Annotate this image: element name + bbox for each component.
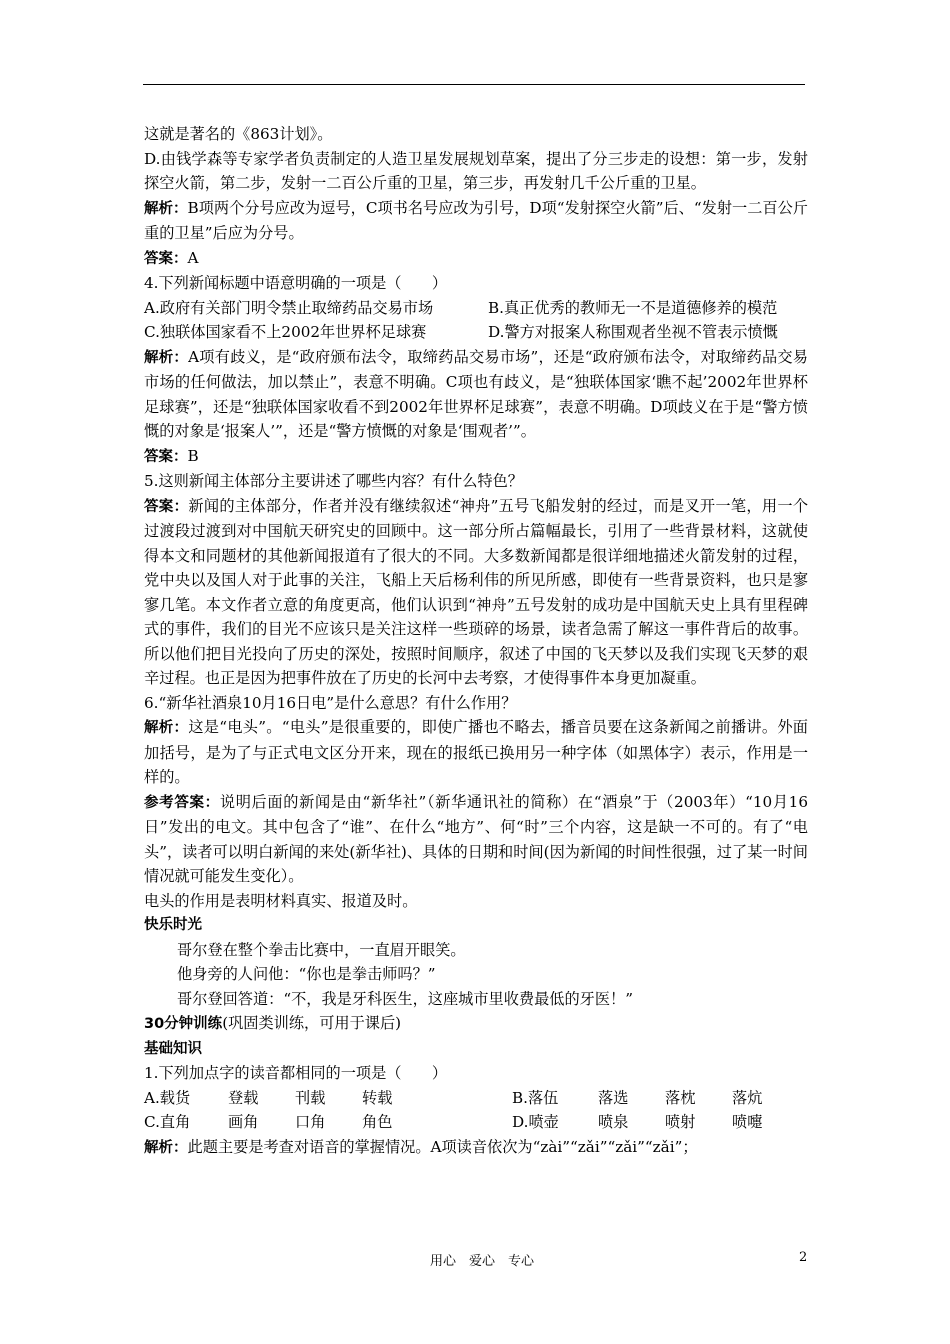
option-c: C.独联体国家看不上2002年世界杯足球赛 [144, 323, 427, 341]
option-word: 转载 [362, 1088, 393, 1107]
option-b: B.真正优秀的教师无一不是道德修养的模范 [488, 298, 778, 317]
joke-line: 他身旁的人问他：“你也是拳击师吗？” [177, 965, 436, 983]
analysis-label: 解析： [144, 200, 188, 217]
answer-label: 答案： [144, 498, 189, 515]
document-body [144, 122, 808, 1160]
option-word: D.喷壶 [512, 1113, 559, 1131]
analysis-label: 解析： [144, 720, 189, 736]
option-word: 落枕 [665, 1088, 696, 1107]
analysis-text: 此题主要是考查对语音的掌握情况。A项读音依次为“zài”“zǎi”“zǎi”“zǎi”； [187, 1137, 698, 1156]
analysis-paragraph [144, 715, 808, 790]
answer-text: B [187, 446, 199, 465]
analysis-paragraph [144, 345, 808, 444]
analysis-text: 这是“电头”。“电头”是很重要的，即使广播也不略去，播音员要在这条新闻之前播讲。外面加括号，是为了与正式电文区分开来，现在的报纸已换用另一种字体（如黑体字）表示，作用是一样的。 [144, 718, 808, 786]
question-1-options-row [144, 1086, 808, 1111]
training-label: 30分钟训练 [144, 1016, 223, 1032]
option-word: 喷泉 [598, 1113, 629, 1131]
option-word: 落选 [598, 1088, 629, 1107]
page-number: 2 [799, 1250, 808, 1265]
option-word: C.直角 [144, 1113, 191, 1131]
option-word: 登载 [228, 1088, 259, 1107]
question-4-options-ab [144, 296, 808, 321]
option-word: 刊载 [295, 1088, 326, 1107]
reference-answer-paragraph [144, 790, 808, 889]
training-note: (巩固类训练，可用于课后) [222, 1014, 402, 1032]
analysis-paragraph [144, 196, 808, 246]
analysis-text: B项两个分号应改为逗号，C项书名号应改为引号，D项“发射探空火箭”后、“发射一二百公斤重的卫星”后应为分号。 [144, 198, 808, 242]
option-word: 喷嚏 [732, 1113, 763, 1131]
option-word: 角色 [362, 1113, 393, 1131]
section-heading: 基础知识 [144, 1040, 202, 1057]
answer-label: 答案： [144, 250, 188, 267]
option-word: A.载货 [144, 1088, 191, 1107]
option-word: 喷射 [665, 1113, 696, 1131]
text-line: 电头的作用是表明材料真实、报道及时。 [144, 891, 418, 910]
text-line: 这就是著名的《863计划》。 [144, 125, 333, 143]
answer-label: 答案： [144, 448, 188, 465]
footer-motto: 用心 爱心 专心 [430, 1254, 535, 1269]
answer-paragraph [144, 494, 808, 691]
answer-line [144, 444, 808, 470]
reference-answer-label: 参考答案： [144, 794, 220, 811]
option-d-text: D.由钱学森等专家学者负责制定的人造卫星发展规划草案，提出了分三步走的设想：第一步，发射探空火箭，第二步，发射一二百公斤重的卫星，第三步，再发射几千公斤重的卫星。 [144, 149, 808, 192]
question-1: 1.下列加点字的读音都相同的一项是（ ） [144, 1064, 448, 1082]
answer-text: A [187, 248, 199, 267]
question-4: 4.下列新闻标题中语意明确的一项是（ ） [144, 274, 448, 292]
joke-line: 哥尔登在整个拳击比赛中，一直眉开眼笑。 [177, 940, 466, 959]
joke-line: 哥尔登回答道：“不，我是牙科医生，这座城市里收费最低的牙医！” [177, 989, 633, 1008]
question-5: 5.这则新闻主体部分主要讲述了哪些内容？有什么特色？ [144, 472, 523, 490]
analysis-line [144, 1135, 808, 1161]
option-word: 画角 [228, 1113, 259, 1131]
option-word: 落炕 [732, 1088, 763, 1107]
analysis-label: 解析： [144, 349, 189, 366]
header-rule [143, 84, 805, 85]
question-1-options-row [144, 1110, 808, 1135]
option-word: B.落伍 [512, 1088, 559, 1107]
option-a: A.政府有关部门明令禁止取缔药品交易市场 [144, 298, 434, 317]
option-d: D.警方对报案人称围观者坐视不管表示愤慨 [488, 323, 778, 341]
answer-text: 新闻的主体部分，作者并没有继续叙述“神舟”五号飞船发射的经过，而是叉开一笔，用一个过渡段过渡到对中国航天研究史的回顾中。这一部分所占篇幅最长，引用了一些背景材料，这就使得本文和同题材的其他新闻报道有了很大的不同。大多数新闻都是很详细地描述火箭发射的过程，党中央以及国人对于此事的关注，飞船上天后杨利伟的所见所感，即使有一些背景资料，也只是寥寥几笔。本文作者立意的角度更高，他们认识到“神舟”五号发射的成功是中国航天史上具有里程碑式的事件，我们的目光不应该只是关注这样一些琐碎的场景，读者急需了解这一事件背后的故事。所以他们把目光投向了历史的深处，按照时间顺序，叙述了中国的飞天梦以及我们实现飞天梦的艰辛过程。也正是因为把事件放在了历史的长河中去考察，才使得事件本身更加凝重。 [144, 496, 809, 687]
training-heading [144, 1011, 808, 1037]
answer-line [144, 246, 808, 272]
analysis-text: A项有歧义，是“政府颁布法令，取缔药品交易市场”，还是“政府颁布法令，对取缔药品交易市场的任何做法，加以禁止”，表意不明确。C项也有歧义，是“独联体国家‘瞧不起’2002年世界杯足球赛”，还是“独联体国家收看不到2002年世界杯足球赛”，表意不明确。D项歧义在于是“警方愤慨的对象是‘报案人’”，还是“警方愤慨的对象是‘围观者’”。 [144, 347, 808, 440]
question-6: 6.“新华社酒泉10月16日电”是什么意思？有什么作用？ [144, 693, 517, 712]
analysis-label: 解析： [144, 1139, 188, 1156]
reference-answer-text: 说明后面的新闻是由“新华社”（新华通讯社的简称）在“酒泉”于（2003年）“10月16日”发出的电文。其中包含了“谁”、在什么“地方”、何“时”三个内容，这是缺一不可的。有了“电头”，读者可以明白新闻的来处(新华社)、具体的日期和时间(因为新闻的时间性很强，过了某一时间情况就可能发生变化）。 [144, 792, 809, 885]
question-4-options-cd [144, 320, 808, 345]
section-heading: 快乐时光 [144, 917, 202, 933]
option-word: 口角 [295, 1113, 326, 1131]
